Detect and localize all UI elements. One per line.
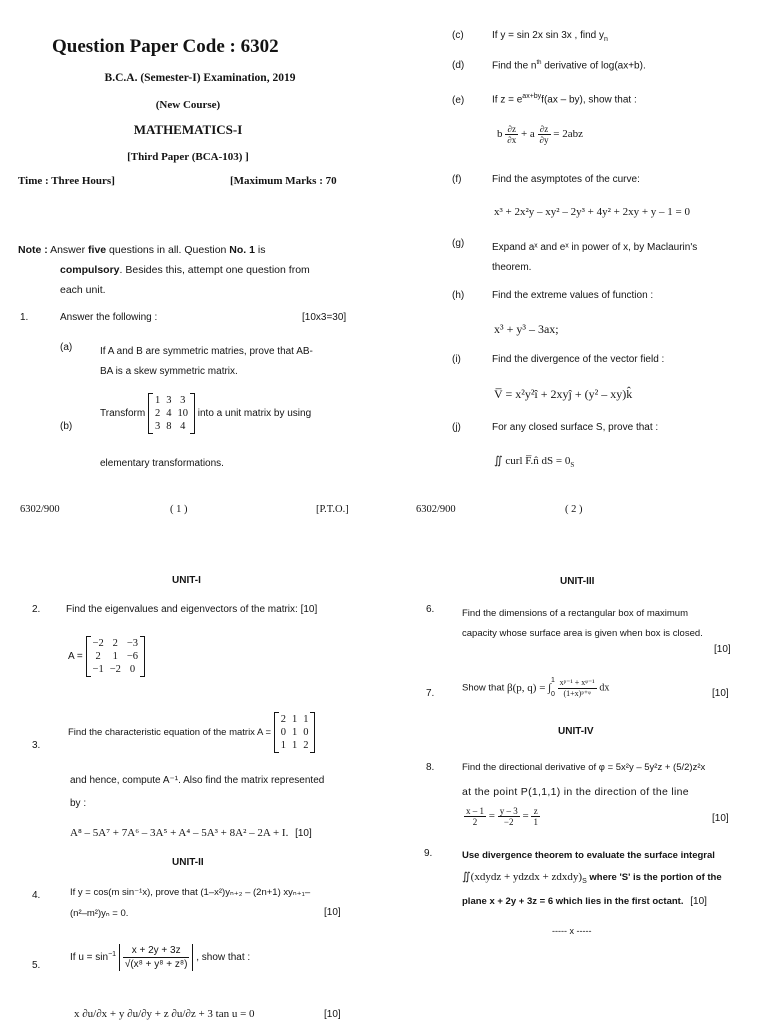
q3-main: Find the characteristic equation of the matrix A =: [68, 727, 272, 738]
q7-upper-limit: 1: [550, 677, 555, 684]
q1j-label: (j): [452, 422, 461, 433]
matrix-cell: −6: [126, 651, 139, 662]
q6-marks: [10]: [714, 644, 731, 655]
q1-number: 1.: [20, 312, 29, 323]
q1c-main: If y = sin 2x sin 3x , find y: [492, 30, 604, 41]
q1e-label: (e): [452, 95, 465, 106]
q5-sup: −1: [108, 950, 117, 958]
matrix-cell: 3: [166, 395, 172, 406]
frac-denominator: ∂y: [539, 135, 549, 145]
end-marker: ----- x -----: [552, 926, 592, 936]
matrix-cell: 3: [180, 395, 186, 406]
q5-text: [70, 944, 250, 971]
q1e-post: f(ax – by), show that :: [541, 94, 637, 106]
frac-denominator: √(x⁸ + y⁸ + z⁸): [124, 959, 188, 970]
q2-a-label: A =: [68, 651, 83, 662]
q1c-sub: n: [604, 36, 608, 43]
q9-line-2-text: where 'S' is the portion of the: [586, 872, 722, 883]
q1g-label: (g): [452, 238, 465, 249]
matrix-cell: 2: [303, 740, 309, 751]
q1a-label: (a): [60, 342, 73, 353]
q1b-line-2: elementary transformations.: [100, 458, 224, 469]
note-text-3: questions in all. Question: [109, 244, 227, 256]
q9-line-2: [462, 870, 722, 885]
q1j-equation: [494, 454, 574, 469]
q1-text: Answer the following :: [60, 312, 158, 323]
matrix-cell: −1: [92, 664, 104, 675]
question-paper-code: Question Paper Code : 6302: [52, 36, 279, 57]
footer-left-code: 6302/900: [20, 504, 60, 515]
q4-number: 4.: [32, 890, 41, 901]
note-text-1: Answer: [50, 244, 86, 256]
matrix-cell: 3: [154, 421, 161, 432]
q1d-sup: th: [536, 60, 542, 66]
note-text-8: each unit.: [60, 284, 106, 296]
unit-4-title: UNIT-IV: [558, 726, 594, 737]
q8-line-2: at the point P(1,1,1) in the direction of the line: [462, 786, 689, 798]
matrix-cell: 4: [180, 421, 186, 432]
matrix-cell: 0: [280, 727, 286, 738]
q1d-rest: derivative of log(ax+b).: [541, 60, 646, 72]
q8-line-equation: $\frac{x - 1}{2}$ = $\frac{y - 3}{-2}$ = $\frac{z}{1}$: [466, 806, 538, 827]
subject-title: MATHEMATICS-I: [133, 122, 243, 137]
frac-denominator: −2: [503, 817, 514, 827]
q6-text: [462, 604, 742, 644]
footer-right-code: 6302/900: [416, 504, 456, 515]
q9-line-3-text: plane x + 2y + 3z = 6 which lies in the first octant.: [462, 896, 684, 907]
q7-beta: β(p, q) = ∫: [507, 682, 552, 694]
q5-equation: x ∂u/∂x + y ∂u/∂y + z ∂u/∂z + 3 tan u = 0: [74, 1008, 255, 1020]
matrix-cell: 1: [154, 395, 161, 406]
q2-text: Find the eigenvalues and eigenvectors of the matrix: [10]: [66, 604, 318, 615]
q8-frac-2: [498, 806, 520, 827]
q2-number: 2.: [32, 604, 41, 615]
q9-sub: S: [582, 878, 587, 885]
frac-numerator: x + 2y + 3z: [123, 944, 190, 958]
q8-line-1: Find the directional derivative of φ = 5x²y – 5y²z + (5/2)z²x: [462, 762, 706, 773]
frac-numerator: ∂z: [538, 124, 551, 135]
course-label: (New Course): [155, 99, 221, 111]
q9-equation: ∬(xdydz + ydzdx + zdxdy): [462, 871, 583, 883]
q1a-text: [100, 342, 360, 382]
matrix-cell: 2: [280, 714, 286, 725]
q1d-label: (d): [452, 60, 465, 71]
q4-line-2: (n²–m²)yₙ = 0.: [70, 908, 129, 919]
q1e-rhs: = 2abz: [550, 128, 583, 141]
matrix-cell: 10: [177, 408, 188, 419]
frac-numerator: z: [531, 806, 540, 817]
q5-marks: [10]: [324, 1009, 341, 1020]
frac-denominator: ∂x: [507, 135, 517, 145]
q6-line-1: Find the dimensions of a rectangular box of maximum: [462, 608, 688, 619]
q7-dx: dx: [599, 682, 610, 694]
q1e-text: [492, 93, 637, 105]
frac-denominator: 2: [472, 817, 478, 827]
q1f-text: Find the asymptotes of the curve:: [492, 174, 640, 185]
q4-line-1: If y = cos(m sin⁻¹x), prove that (1–x²)yₙ₊₂ – (2n+1) xyₙ₊₁–: [70, 887, 311, 898]
q1h-label: (h): [452, 290, 465, 301]
matrix-cell: 1: [280, 740, 286, 751]
q1i-equation: V̅ = x²y²î + 2xyĵ + (y² – xy)k̂: [494, 387, 633, 401]
time-label: Time : Three Hours]: [18, 175, 115, 187]
q1j-text: For any closed surface S, prove that :: [492, 422, 659, 433]
q7-text: [462, 674, 609, 702]
q2-matrix-block: [68, 636, 145, 677]
q3-number: 3.: [32, 740, 41, 751]
q1a-line-2: BA is a skew symmetric matrix.: [100, 366, 238, 377]
q9-marks: [10]: [690, 896, 707, 907]
q3-text: [68, 712, 315, 753]
q7-lower-limit: 0: [550, 691, 555, 698]
q9-line-1: Use divergence theorem to evaluate the surface integral: [462, 850, 715, 861]
matrix-cell: 1: [291, 727, 298, 738]
footer-right-page: ( 2 ): [565, 504, 583, 515]
q8-number: 8.: [426, 762, 435, 773]
matrix-cell: −2: [92, 638, 104, 649]
q1b-text: [100, 393, 311, 434]
q1d-main: Find the n: [492, 60, 537, 72]
q3-eq: A⁸ – 5A⁷ + 7A⁶ – 3A⁵ + A⁴ – 5A³ + 8A² – 2A + I.: [70, 827, 289, 839]
exam-title: B.C.A. (Semester-I) Examination, 2019: [104, 72, 296, 84]
q1b-matrix: [148, 393, 195, 434]
matrix-cell: 2: [112, 638, 118, 649]
q1c-text: [492, 30, 608, 43]
unit-3-title: UNIT-III: [560, 576, 595, 587]
q9-line-3: [462, 896, 707, 907]
frac-denominator: (1+x)ᵖ⁺ᵠ: [563, 688, 591, 698]
q1c-label: (c): [452, 30, 464, 41]
instruction-note: [18, 240, 358, 300]
frac-numerator: x – 1: [466, 806, 484, 816]
q1d-text: [492, 60, 646, 71]
q1b-pre: Transform: [100, 408, 146, 419]
matrix-cell: 8: [166, 421, 172, 432]
q8-frac-3: [531, 806, 540, 827]
matrix-cell: 0: [129, 664, 136, 675]
q1a-line-1: If A and B are symmetric matries, prove that AB-: [100, 346, 313, 357]
q1b-post: into a unit matrix by using: [197, 408, 312, 419]
frac-numerator: xᵖ⁻¹ + xᵠ⁻¹: [559, 677, 595, 687]
q5-post: , show that :: [196, 952, 251, 963]
q1g-line-2: theorem.: [492, 262, 532, 273]
q1e-frac-1: [505, 124, 518, 145]
q7-fraction: [558, 678, 597, 699]
note-text-2: five: [88, 244, 107, 256]
q2-matrix: [86, 636, 146, 677]
matrix-cell: 2: [154, 408, 161, 419]
q1g-line-1: Expand aˣ and eˣ in power of x, by Maclaurin's: [492, 242, 698, 253]
q6-number: 6.: [426, 604, 435, 615]
q8-marks: [10]: [712, 813, 729, 824]
matrix-cell: 1: [291, 740, 298, 751]
matrix-cell: 2: [95, 651, 101, 662]
matrix-cell: 0: [303, 727, 309, 738]
q7-marks: [10]: [712, 688, 729, 699]
note-text-4: No. 1: [229, 244, 255, 256]
unit-2-title: UNIT-II: [172, 857, 204, 868]
q4-marks: [10]: [324, 907, 341, 918]
q7-number: 7.: [426, 688, 435, 699]
matrix-cell: −2: [109, 664, 121, 675]
matrix-cell: −3: [126, 638, 139, 649]
unit-1-title: UNIT-I: [172, 575, 201, 586]
q3-equation: [70, 827, 312, 839]
q1e-b: b: [497, 128, 503, 141]
q1e-pre: If z = e: [492, 94, 523, 106]
q7-pre: Show that: [462, 682, 505, 694]
frac-denominator: 1: [533, 817, 538, 827]
q1b-label: (b): [60, 421, 73, 432]
q1f-equation: x³ + 2x²y – xy² – 2y³ + 4y² + 2xy + y – 1 = 0: [494, 206, 691, 218]
q1e-frac-2: [538, 124, 551, 145]
q3-line-3: by :: [70, 798, 87, 809]
q1g-text: [492, 238, 752, 278]
q1-marks: [10x3=30]: [302, 312, 347, 323]
matrix-cell: 1: [291, 714, 298, 725]
q8-frac-1: [464, 806, 486, 827]
note-text-7: . Besides this, attempt one question from: [119, 264, 310, 276]
q1e-sup: ax+by: [522, 93, 542, 100]
q5-number: 5.: [32, 960, 41, 971]
q1j-main: ∬ curl F̅.n̂ dS = 0: [494, 455, 571, 467]
q1i-text: Find the divergence of the vector field :: [492, 354, 665, 365]
matrix-cell: 1: [112, 651, 118, 662]
q1j-sub: S: [570, 461, 575, 470]
q9-number: 9.: [424, 848, 433, 859]
q6-line-2: capacity whose surface area is given when box is closed.: [462, 628, 703, 639]
note-label: Note :: [18, 244, 48, 256]
q1i-label: (i): [452, 354, 461, 365]
matrix-cell: 4: [166, 408, 172, 419]
frac-numerator: ∂z: [505, 124, 518, 135]
matrix-cell: 1: [303, 714, 309, 725]
note-text-5: is: [257, 244, 266, 256]
q1e-plus-a: + a: [518, 128, 535, 141]
q3-line-2: and hence, compute A⁻¹. Also find the matrix represented: [70, 775, 325, 786]
q5-fraction: [119, 944, 194, 971]
q1f-label: (f): [452, 174, 462, 185]
footer-left-page: ( 1 ): [170, 504, 188, 515]
max-marks-label: [Maximum Marks : 70: [230, 175, 337, 187]
q1h-text: Find the extreme values of function :: [492, 290, 654, 301]
paper-label: [Third Paper (BCA-103) ]: [127, 151, 249, 163]
note-text-6: compulsory: [60, 264, 120, 276]
q3-marks: [10]: [295, 828, 312, 839]
q3-matrix: [274, 712, 316, 753]
q7-limits: [551, 674, 555, 702]
q5-pre: If u = sin: [70, 952, 109, 963]
footer-left-pto: [P.T.O.]: [316, 504, 349, 515]
q1h-equation: x³ + y³ – 3ax;: [494, 322, 559, 336]
q1e-equation: [497, 124, 583, 145]
frac-numerator: y – 3: [499, 806, 518, 816]
